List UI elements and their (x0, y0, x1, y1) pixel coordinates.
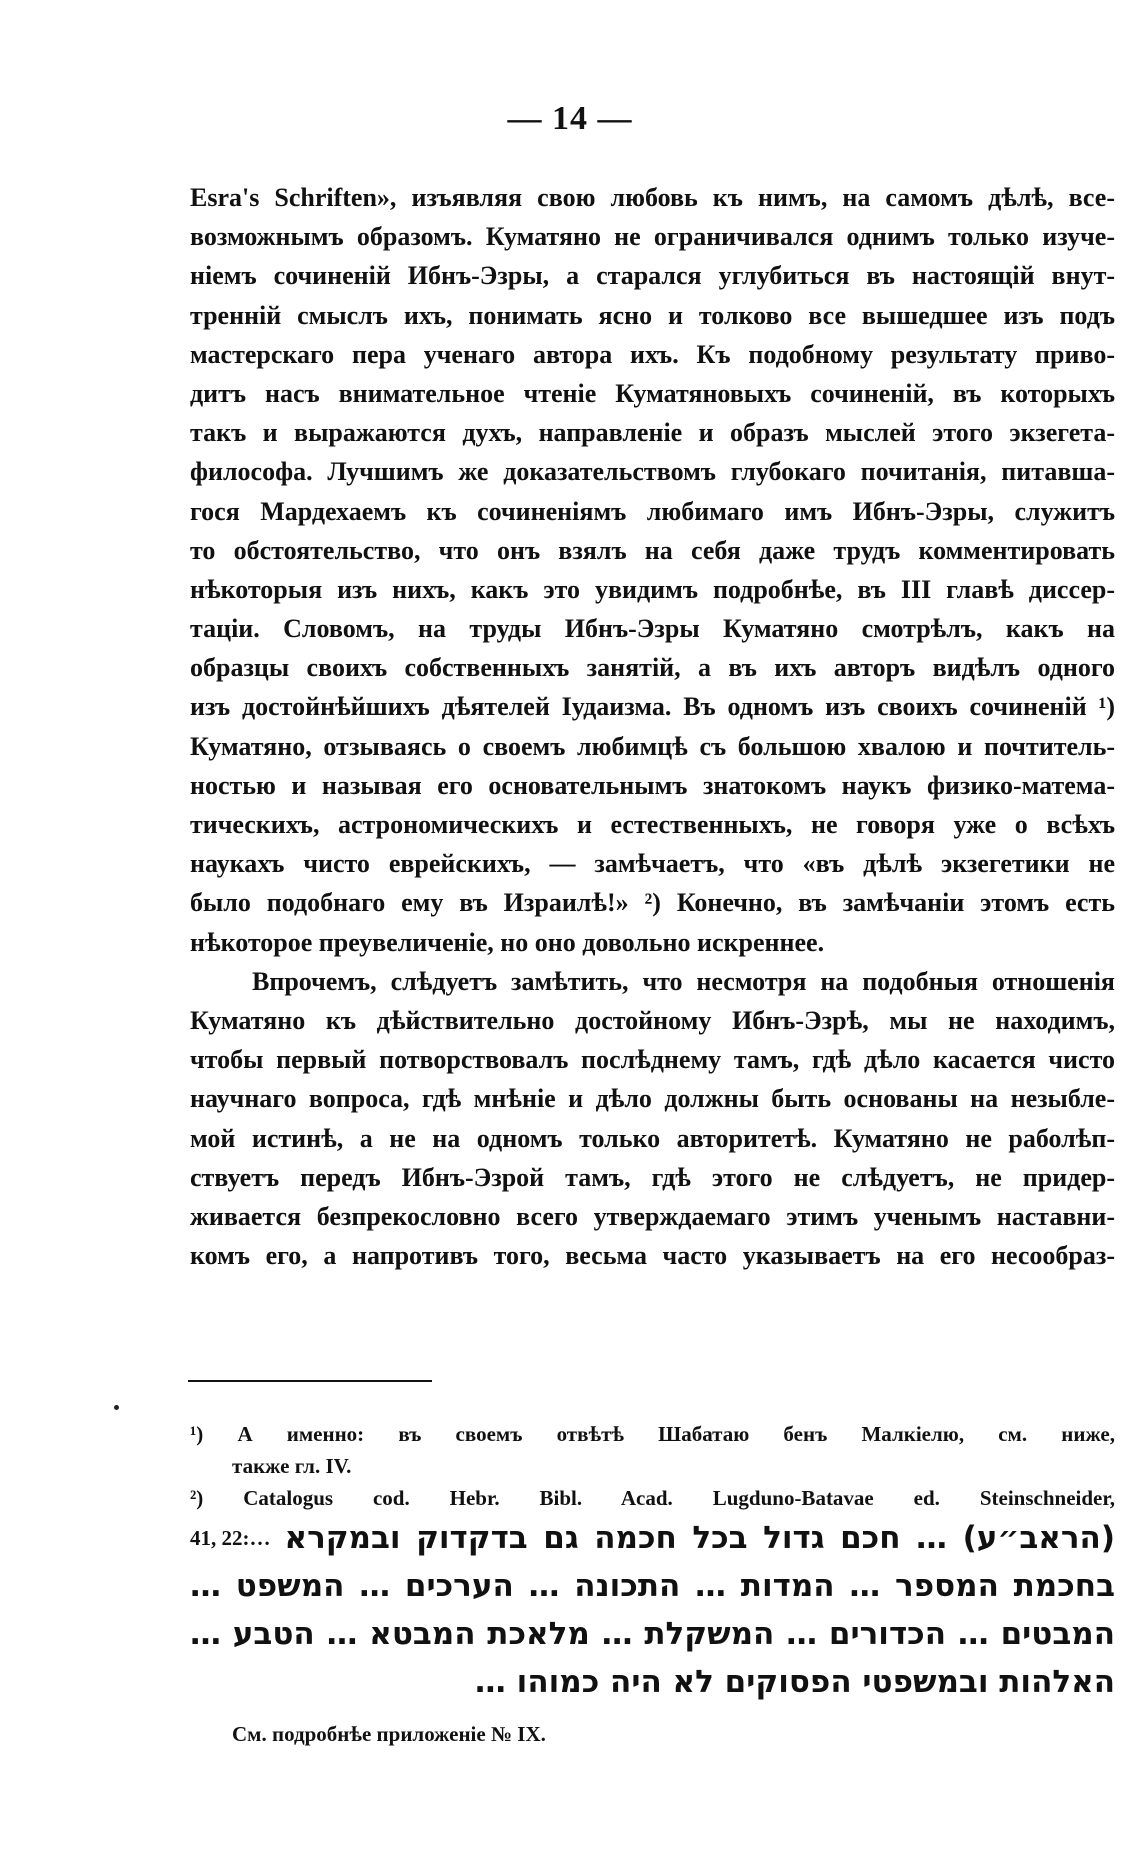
body-line: нѣкоторое преувеличеніе, но оно довольно искреннее. (190, 927, 825, 957)
body-line: образцы своихъ собственныхъ занятій, а въ ихъ авторъ видѣлъ одного (190, 653, 1115, 683)
body-line: Впрочемъ, слѣдуетъ замѣтить, что несмотря на подобныя отношенія (252, 966, 1115, 996)
body-line: было подобнаго ему въ Израилѣ!» ²) Конечно, въ замѣчаніи этомъ есть (190, 888, 1115, 918)
ink-speck (114, 1405, 119, 1410)
body-line: научнаго вопроса, гдѣ мнѣніе и дѣло должны быть основаны на незыбле- (190, 1084, 1115, 1114)
hebrew-quote-row (190, 1610, 1115, 1658)
body-line: чтобы первый потворствовалъ послѣднему тамъ, гдѣ дѣло касается чисто (190, 1045, 1115, 1075)
body-line: живается безпрекословно всего утверждаемаго этимъ ученымъ наставни- (190, 1201, 1115, 1231)
footnote-1-continuation: также гл. IV. (232, 1454, 352, 1478)
body-line: мой истинѣ, а не на одномъ только авторитетѣ. Куматяно не раболѣп- (190, 1123, 1115, 1153)
body-line: тренній смыслъ ихъ, понимать ясно и толково все вышедшее изъ подъ (190, 300, 1115, 330)
body-line: дитъ насъ внимательное чтеніе Куматяновыхъ сочиненій, въ которыхъ (190, 378, 1115, 408)
footnote-1: ¹) А именно: въ своемъ отвѣтѣ Шабатаю бенъ Малкіелю, см. ниже, (190, 1422, 1115, 1446)
body-line: философа. Лучшимъ же доказательствомъ глубокаго почитанія, питавша- (190, 457, 1115, 487)
body-line: ностью и называя его основательнымъ знатокомъ наукъ физико-матема- (190, 770, 1115, 800)
body-line: мастерскаго пера ученаго автора ихъ. Къ подобному результату приво- (190, 339, 1115, 369)
footnotes (190, 1418, 1115, 1754)
body-line: нѣкоторыя изъ нихъ, какъ это увидимъ подробнѣе, въ III главѣ диссер- (190, 574, 1115, 604)
footnote-divider (188, 1380, 432, 1382)
body-line: наукахъ чисто еврейскихъ, — замѣчаетъ, что «въ дѣлѣ экзегетики не (190, 849, 1115, 879)
body-line: гося Мардехаемъ къ сочиненіямъ любимаго имъ Ибнъ-Эзры, служитъ (190, 496, 1115, 526)
body-line: тическихъ, астрономическихъ и естественныхъ, не говоря уже о всѣхъ (190, 810, 1115, 839)
body-text (190, 178, 1115, 1275)
hebrew-quote-row (190, 1562, 1115, 1610)
body-line: возможнымъ образомъ. Куматяно не ограничивался однимъ только изуче- (190, 222, 1115, 252)
appendix-reference: См. подробнѣе приложеніе № IX. (232, 1722, 546, 1746)
body-line: таціи. Словомъ, на труды Ибнъ-Эзры Куматяно смотрѣлъ, какъ на (190, 614, 1115, 644)
body-line: ніемъ сочиненій Ибнъ-Эзры, а старался углубиться въ настоящій внут- (190, 261, 1115, 291)
hebrew-quote-row (190, 1658, 1115, 1706)
footnote-2: ²) Catalogus cod. Hebr. Bibl. Acad. Lugduno-Batavae ed. Steinschneider, (190, 1486, 1115, 1510)
body-line: изъ достойнѣйшихъ дѣятелей Іудаизма. Въ одномъ изъ своихъ сочиненій ¹) (190, 692, 1115, 722)
body-line: то обстоятельство, что онъ взялъ на себя даже трудъ комментировать (190, 535, 1115, 565)
body-line: такъ и выражаются духъ, направленіе и образъ мыслей этого экзегета- (190, 418, 1115, 448)
body-line: ствуетъ передъ Ибнъ-Эзрой тамъ, гдѣ этого не слѣдуетъ, не придер- (190, 1162, 1115, 1192)
body-line: Esra's Schriften», изъявляя свою любовь къ нимъ, на самомъ дѣлѣ, все- (190, 183, 1115, 212)
body-line: комъ его, а напротивъ того, весьма часто указываетъ на его несообраз- (190, 1241, 1115, 1271)
page-number: — 14 — (507, 100, 633, 137)
footnote-2-reference: 41, 22:… (190, 1525, 271, 1550)
hebrew-quote-row (190, 1514, 1115, 1562)
hebrew-quote-line: בחכמת המספר … המדות … התכונה … הערכים … המשפט … (190, 1568, 1115, 1604)
hebrew-quote-line: המבטים … הכדורים … המשקלת … מלאכת המבטא … הטבע … (190, 1616, 1115, 1652)
hebrew-quote-line: (הראב״ע) … חכם גדול בכל חכמה גם בדקדוק ובמקרא (284, 1520, 1115, 1556)
body-line: Куматяно, отзываясь о своемъ любимцѣ съ большою хвалою и почтитель- (190, 731, 1115, 761)
hebrew-quote-line: האלהות ובמשפטי הפסוקים לא היה כמוהו … (474, 1664, 1115, 1700)
body-line: Куматяно къ дѣйствительно достойному Ибнъ-Эзрѣ, мы не находимъ, (190, 1005, 1115, 1035)
